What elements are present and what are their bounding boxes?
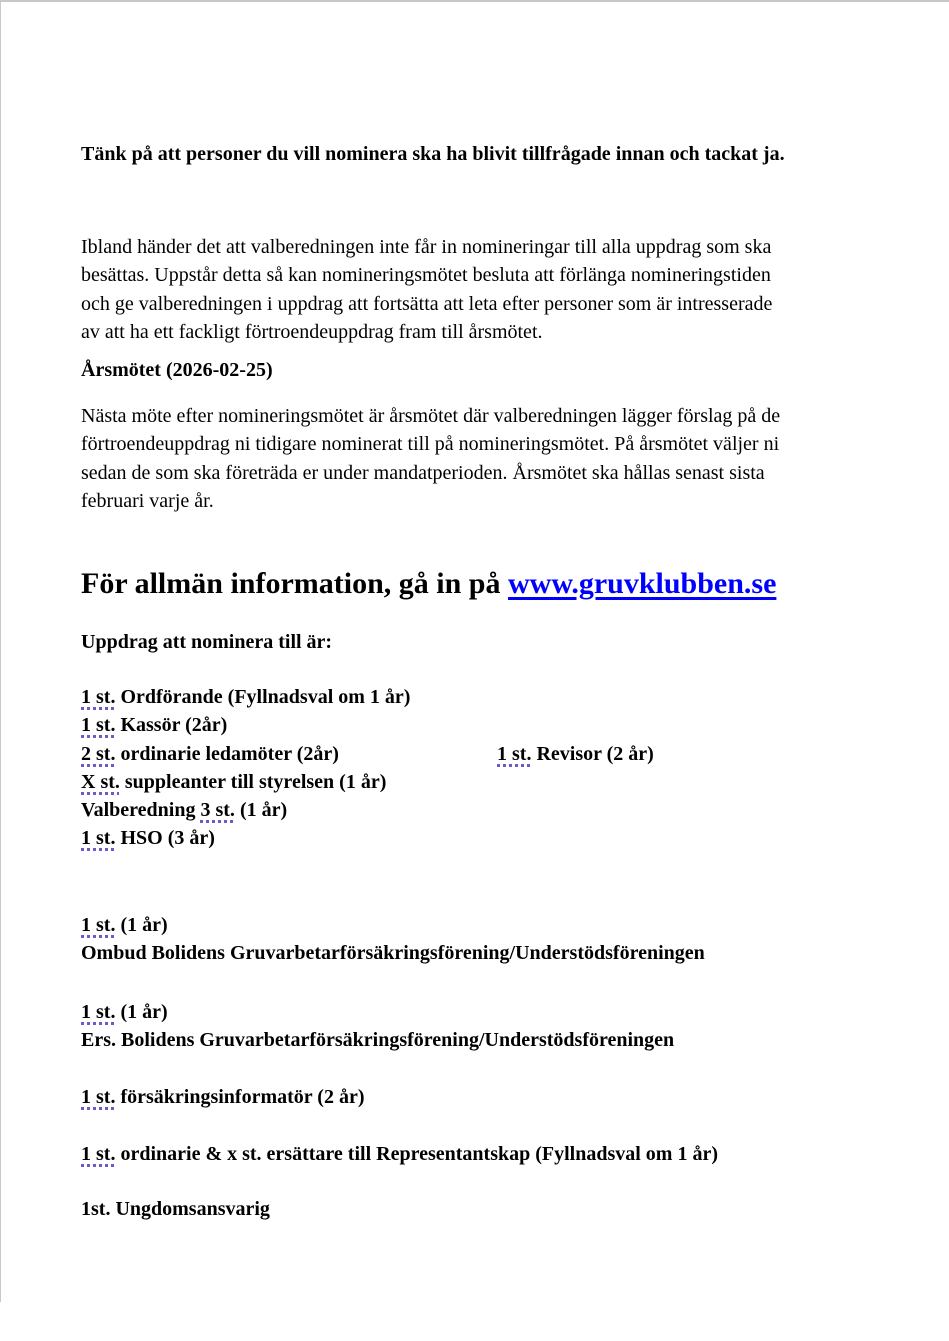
position-description: Ombud Bolidens Gruvarbetarförsäkringsförening/Understödsföreningen	[81, 942, 705, 965]
position-count: 1 st.	[81, 914, 116, 936]
position-label: ordinarie & x st. ersättare till Representantskap (Fyllnadsval om 1 år)	[115, 1143, 718, 1165]
uppdrag-heading: Uppdrag att nominera till är:	[81, 631, 333, 653]
position-description: Ers. Bolidens Gruvarbetarförsäkringsförening/Understödsföreningen	[81, 1029, 675, 1052]
info-heading	[81, 566, 776, 602]
paragraph-line: Nästa möte efter nomineringsmötet är årsmötet där valberedningen lägger förslag på de	[81, 405, 781, 427]
position-label: (1 år)	[234, 799, 288, 822]
position-label: Revisor (2 år)	[531, 742, 654, 765]
position-line	[81, 711, 410, 739]
position-line	[81, 911, 705, 939]
position-line	[81, 740, 654, 768]
intro-paragraph	[81, 233, 772, 346]
position-count: X st.	[81, 770, 120, 793]
note-heading: Tänk på att personer du vill nominera ska ha blivit tillfrågade innan och tackat ja.	[81, 143, 785, 165]
ungdomsansvarig-line: 1st. Ungdomsansvarig	[81, 1198, 270, 1220]
ombud-block	[81, 911, 705, 968]
paragraph-line: sedan de som ska företräda er under mandatperioden. Årsmötet ska hållas senast sista	[81, 461, 765, 484]
position-count: 3 st.	[200, 799, 235, 822]
position-label: Ordförande (Fyllnadsval om 1 år)	[115, 686, 411, 708]
arsmotet-heading: Årsmötet (2026-02-25)	[81, 359, 273, 381]
page-border-top	[0, 0, 949, 2]
position-label: (1 år)	[115, 1001, 168, 1023]
info-heading-text: För allmän information, gå in på	[81, 567, 508, 600]
position-label: ordinarie ledamöter (2år)	[115, 742, 339, 765]
position-label: Kassör (2år)	[115, 714, 228, 737]
page-border-left	[0, 0, 1, 1302]
gruvklubben-link[interactable]: www.gruvklubben.se	[507, 567, 777, 600]
position-count: 1 st.	[81, 1001, 116, 1023]
position-label: försäkringsinformatör (2 år)	[115, 1086, 365, 1108]
paragraph-line: och ge valberedningen i uppdrag att fortsätta att leta efter personer som är intresserade	[81, 292, 773, 315]
position-line	[81, 683, 410, 711]
position-count: 1 st.	[81, 714, 116, 737]
ersattare-block	[81, 998, 674, 1055]
paragraph-line: förtroendeuppdrag ni tidigare nominerat till på nomineringsmötet. På årsmötet väljer ni	[81, 433, 780, 456]
position-prefix: Valberedning	[81, 799, 201, 822]
paragraph-line: februari varje år.	[81, 489, 214, 512]
position-count: 1 st.	[81, 1143, 116, 1165]
position-line	[81, 768, 410, 796]
position-line	[81, 998, 674, 1026]
arsmotet-paragraph	[81, 402, 780, 515]
position-count: 1 st.	[81, 827, 116, 850]
position-count: 1 st.	[81, 686, 116, 708]
position-label: HSO (3 år)	[115, 827, 215, 850]
position-count: 1 st.	[497, 742, 532, 765]
forsakringsinformator-line	[81, 1083, 365, 1111]
paragraph-line: Ibland händer det att valberedningen inte får in nomineringar till alla uppdrag som ska	[81, 236, 772, 258]
position-label: suppleanter till styrelsen (1 år)	[119, 770, 387, 793]
position-line	[81, 796, 410, 824]
representantskap-line	[81, 1140, 718, 1168]
position-label: (1 år)	[115, 914, 168, 936]
paragraph-line: besättas. Uppstår detta så kan nomineringsmötet besluta att förlänga nomineringstiden	[81, 264, 771, 287]
paragraph-line: av att ha ett fackligt förtroendeuppdrag fram till årsmötet.	[81, 320, 543, 343]
position-line	[81, 824, 410, 852]
position-count: 1 st.	[81, 1086, 116, 1108]
position-count: 2 st.	[81, 742, 116, 765]
positions-list	[81, 683, 654, 853]
position-line-right	[497, 740, 654, 768]
